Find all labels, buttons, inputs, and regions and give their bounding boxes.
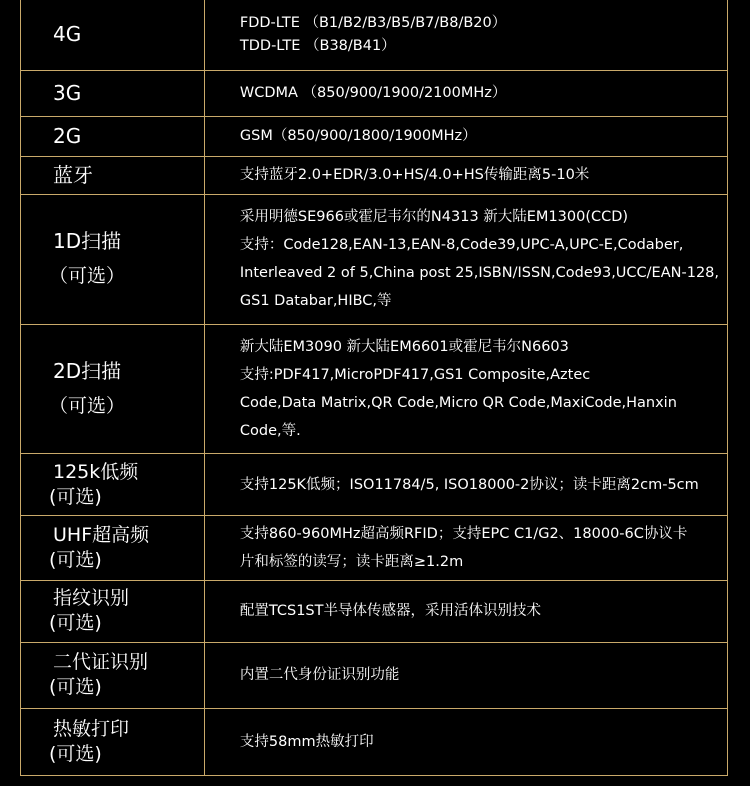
spec-row-3g	[21, 70, 728, 116]
spec-value-line: 支持：Code128,EAN-13,EAN-8,Code39,UPC-A,UPC-E,Codaber,	[239, 237, 684, 254]
spec-value-cell	[204, 454, 727, 516]
spec-value-line: Interleaved 2 of 5,China post 25,ISBN/ISSN,Code93,UCC/EAN-128,	[239, 265, 719, 282]
spec-label-cell	[21, 708, 205, 775]
spec-row-2d-scan	[21, 325, 728, 454]
spec-row-1d-scan	[21, 194, 728, 324]
spec-label-optional: (可选)	[49, 548, 102, 571]
spec-row-125k	[21, 454, 728, 516]
spec-label-cell	[21, 194, 205, 324]
spec-label-cell	[21, 116, 205, 156]
spec-row-4g	[21, 0, 728, 70]
spec-value-line: 支持:PDF417,MicroPDF417,GS1 Composite,Aztec	[239, 367, 591, 384]
spec-label-optional: (可选)	[49, 612, 102, 635]
spec-value-line: Code,等.	[239, 423, 301, 440]
spec-label: 1D扫描	[53, 229, 122, 254]
spec-value-cell	[204, 708, 727, 775]
spec-label: 2D扫描	[53, 359, 122, 384]
spec-label-optional: (可选)	[49, 676, 102, 699]
spec-label-cell	[21, 580, 205, 642]
spec-label: 指纹识别	[53, 587, 130, 610]
spec-value-line: Code,Data Matrix,QR Code,Micro QR Code,MaxiCode,Hanxin	[239, 395, 677, 412]
spec-value-line: 内置二代身份证识别功能	[239, 667, 400, 684]
spec-value-cell	[204, 194, 727, 324]
spec-table	[20, 0, 728, 776]
spec-value-line: FDD-LTE （B1/B2/B3/B5/B7/B8/B20）	[239, 14, 507, 31]
spec-value-cell	[204, 70, 727, 116]
spec-row-fingerprint	[21, 580, 728, 642]
spec-label-cell	[21, 642, 205, 708]
spec-label: 2G	[53, 123, 82, 148]
spec-label-optional: (可选)	[49, 485, 102, 508]
spec-value-line: 片和标签的读写；读卡距离≥1.2m	[239, 553, 464, 570]
spec-label: 125k低频	[53, 460, 139, 483]
spec-label-optional: （可选）	[49, 265, 126, 288]
spec-label-optional: (可选)	[49, 742, 102, 765]
spec-value-cell	[204, 516, 727, 580]
spec-row-uhf	[21, 516, 728, 580]
spec-value-line: 采用明德SE966或霍尼韦尔的N4313 新大陆EM1300(CCD)	[239, 209, 629, 226]
spec-value-line: 支持125K低频；ISO11784/5, ISO18000-2协议；读卡距离2cm-5cm	[239, 476, 699, 493]
spec-value-cell	[204, 116, 727, 156]
spec-value-cell	[204, 580, 727, 642]
spec-label-cell	[21, 156, 205, 194]
spec-value-line: TDD-LTE （B38/B41）	[239, 37, 396, 54]
spec-label: 4G	[53, 22, 82, 47]
spec-value-line: GSM（850/900/1800/1900MHz）	[239, 128, 477, 145]
spec-value-cell	[204, 156, 727, 194]
spec-label-cell	[21, 325, 205, 454]
spec-value-line: 配置TCS1ST半导体传感器，采用活体识别技术	[239, 603, 541, 620]
spec-value-line: 支持58mm热敏打印	[239, 733, 374, 750]
spec-label: 蓝牙	[53, 162, 93, 187]
spec-value-line: 支持860-960MHz超高频RFID；支持EPC C1/G2、18000-6C协议卡	[239, 525, 688, 542]
spec-label-cell	[21, 70, 205, 116]
spec-label: 热敏打印	[53, 717, 130, 740]
spec-row-id-card	[21, 642, 728, 708]
spec-label: 二代证识别	[53, 651, 149, 674]
spec-label-optional: （可选）	[49, 395, 126, 418]
spec-label-cell	[21, 454, 205, 516]
spec-value-line: 支持蓝牙2.0+EDR/3.0+HS/4.0+HS传输距离5-10米	[239, 167, 590, 184]
spec-value-cell	[204, 642, 727, 708]
spec-row-bluetooth	[21, 156, 728, 194]
spec-label-cell	[21, 0, 205, 70]
spec-value-line: GS1 Databar,HIBC,等	[239, 293, 392, 310]
spec-label: 3G	[53, 80, 82, 105]
spec-value-line: 新大陆EM3090 新大陆EM6601或霍尼韦尔N6603	[239, 339, 569, 356]
spec-value-cell	[204, 0, 727, 70]
spec-value-cell	[204, 325, 727, 454]
spec-row-2g	[21, 116, 728, 156]
spec-value-line: WCDMA （850/900/1900/2100MHz）	[239, 85, 507, 102]
spec-row-thermal-printer	[21, 708, 728, 775]
spec-label-cell	[21, 516, 205, 580]
spec-label: UHF超高频	[53, 523, 150, 546]
